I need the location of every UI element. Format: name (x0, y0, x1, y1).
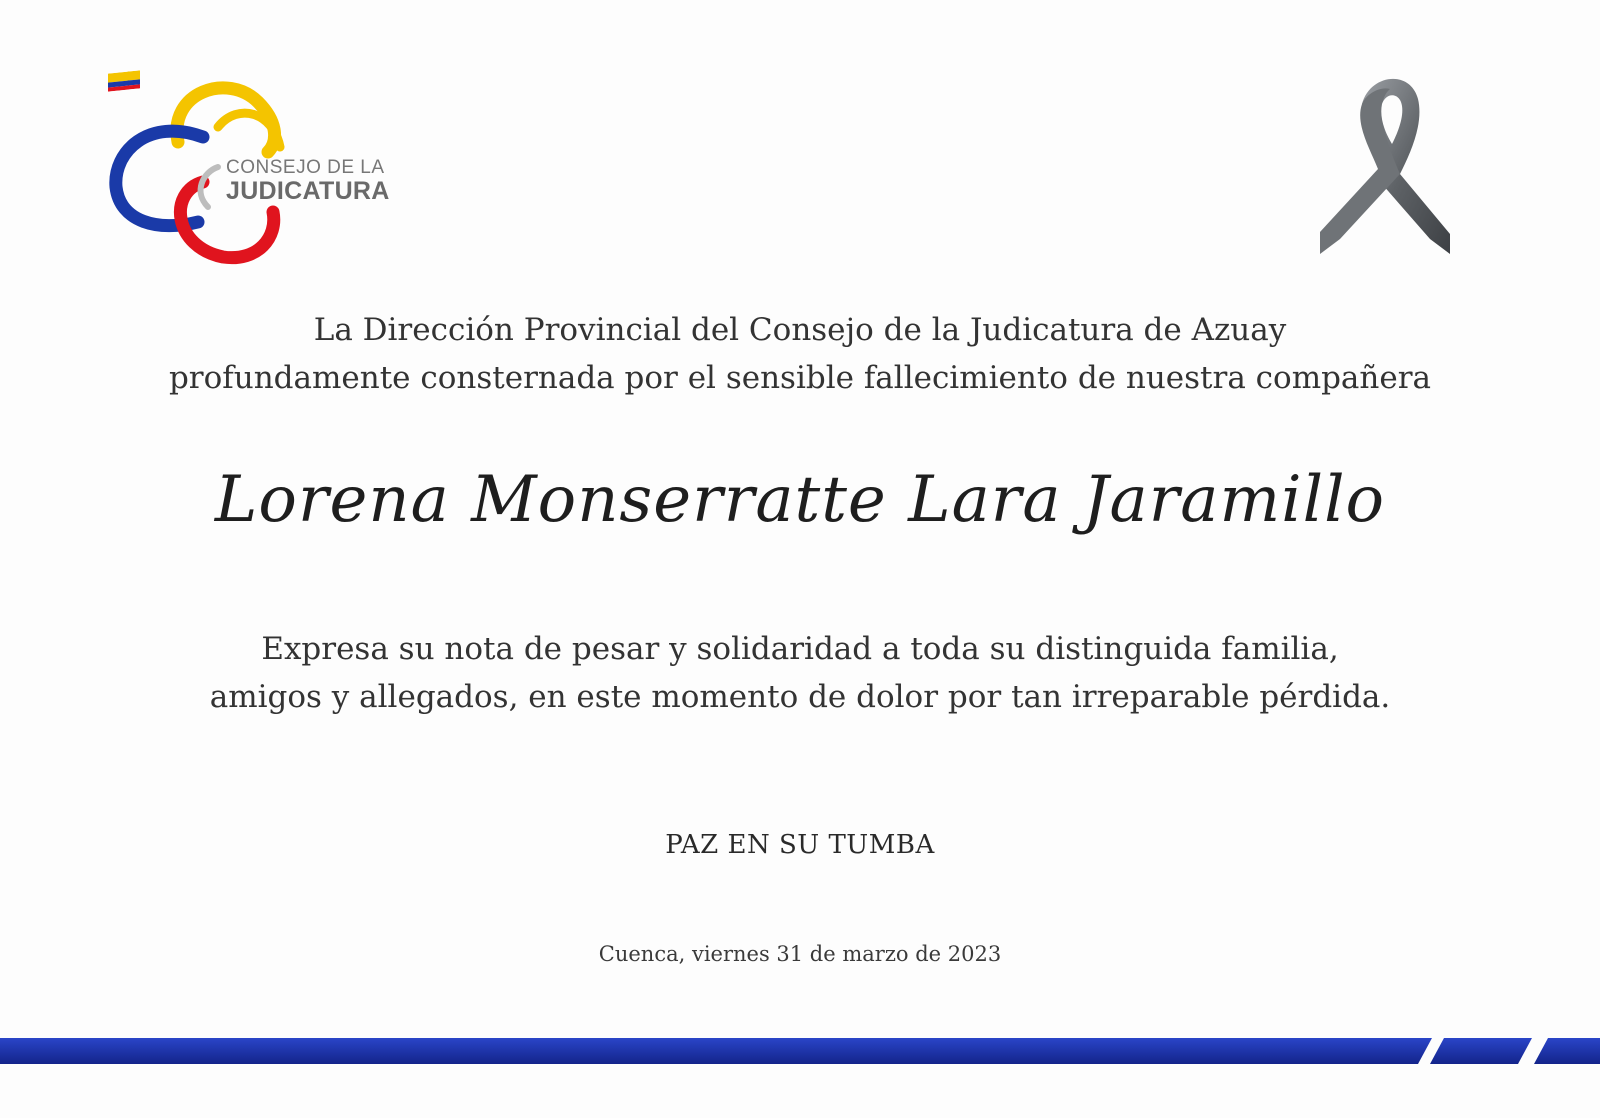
condolence-message (0, 625, 1600, 721)
ecuador-flag-icon (108, 70, 140, 91)
logo-line-2: JUDICATURA (226, 177, 390, 205)
mourning-ribbon-icon (1300, 64, 1480, 274)
deceased-name: Lorena Monserratte Lara Jaramillo (214, 463, 1386, 537)
consejo-judicatura-logo (108, 72, 428, 272)
intro-text (0, 306, 1600, 402)
bottom-accent-bar (0, 1038, 1600, 1064)
message-line-1: Expresa su nota de pesar y solidaridad a toda su distinguida familia, (261, 631, 1339, 667)
intro-line-2: profundamente consternada por el sensible fallecimiento de nuestra compañera (168, 360, 1432, 396)
message-line-2: amigos y allegados, en este momento de dolor por tan irreparable pérdida. (209, 679, 1391, 715)
intro-line-1: La Dirección Provincial del Consejo de la Judicatura de Azuay (313, 312, 1287, 348)
logo-line-1: CONSEJO DE LA (226, 157, 385, 178)
closing-phrase: PAZ EN SU TUMBA (665, 830, 935, 860)
logo-text (226, 158, 390, 204)
place-date: Cuenca, viernes 31 de marzo de 2023 (598, 942, 1002, 966)
